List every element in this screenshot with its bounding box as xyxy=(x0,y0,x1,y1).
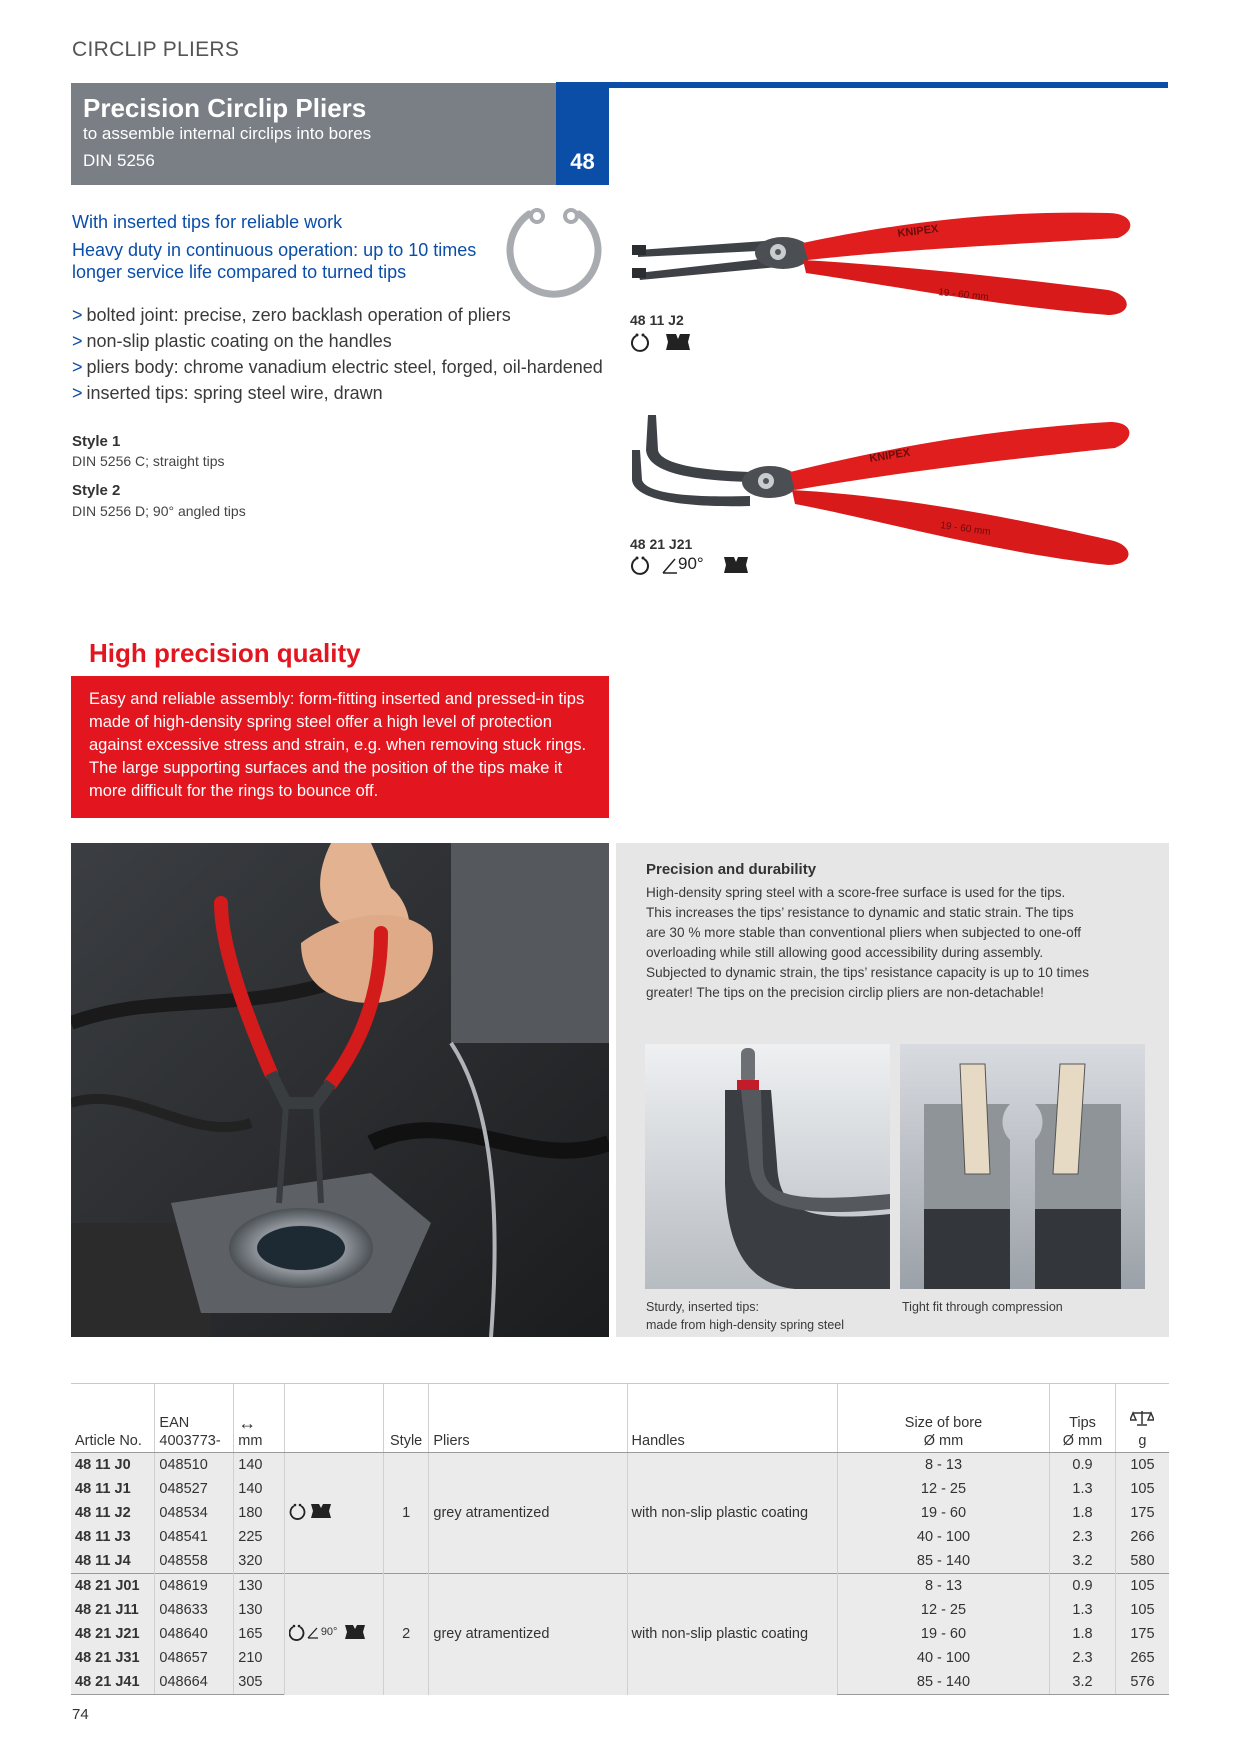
compression-fit-illustration xyxy=(900,1044,1145,1289)
col-pliers: Pliers xyxy=(429,1384,627,1453)
angle-label: 90° xyxy=(678,554,704,573)
table-row: 48 11 J1 048527 140 12 - 25 1.3 105 xyxy=(71,1477,1169,1501)
info-line: This increases the tips’ resistance to dynamic and static strain. The tips xyxy=(646,905,1074,920)
svg-text:KNIPEX: KNIPEX xyxy=(868,446,911,465)
col-handles: Handles xyxy=(627,1384,837,1453)
group-2-pliers: grey atramentized xyxy=(429,1574,627,1695)
group-1-style: 1 xyxy=(383,1453,428,1574)
table-row: 48 11 J3 048541 225 40 - 100 2.3 266 xyxy=(71,1525,1169,1549)
feature-list xyxy=(72,302,603,406)
table-row: 48 21 J01 048619 130 90° 2 grey atramentized with non-slip plastic coating 8 - 13 0.9 105 xyxy=(71,1574,1169,1599)
table-row: 48 11 J2 048534 180 19 - 60 1.8 175 xyxy=(71,1501,1169,1525)
internal-circlip-angled-icons xyxy=(630,553,780,577)
style-1-label: Style 1 xyxy=(72,433,121,450)
col-length: ↔ mm xyxy=(234,1384,285,1453)
angle-icon xyxy=(307,1624,319,1640)
product-subtitle: to assemble internal circlips into bores xyxy=(83,124,372,143)
page-number: 74 xyxy=(72,1706,89,1723)
col-style: Style xyxy=(383,1384,428,1453)
header-rule xyxy=(556,82,1168,88)
internal-circlip-icons xyxy=(630,331,710,353)
quality-line: made of high-density spring steel offer a high level of protection xyxy=(89,713,552,731)
table-row: 48 21 J11 048633 130 12 - 25 1.3 105 xyxy=(71,1598,1169,1622)
internal-circlip-icon xyxy=(289,1502,343,1520)
table-row: 48 21 J31 048657 210 40 - 100 2.3 265 xyxy=(71,1646,1169,1670)
straight-pliers-image xyxy=(628,205,1138,345)
scale-weight-icon xyxy=(1130,1409,1154,1427)
group-2-handles: with non-slip plastic coating xyxy=(627,1574,837,1695)
info-line: greater! The tips on the precision circlip pliers are non-detachable! xyxy=(646,985,1044,1000)
group-1-icons xyxy=(284,1453,383,1574)
product-norm: DIN 5256 xyxy=(83,151,155,170)
engine-photo xyxy=(71,843,609,1337)
group-number: 48 xyxy=(570,149,595,174)
group-1-handles: with non-slip plastic coating xyxy=(627,1453,837,1574)
title-banner xyxy=(71,83,556,185)
svg-text:KNIPEX: KNIPEX xyxy=(896,223,940,240)
style-2-label: Style 2 xyxy=(72,482,121,499)
col-article: Article No. xyxy=(71,1384,155,1453)
table-row: 48 11 J4 048558 320 85 - 140 3.2 580 xyxy=(71,1549,1169,1574)
specification-table xyxy=(71,1383,1169,1695)
highlight-3: longer service life compared to turned tips xyxy=(72,262,407,282)
info-line: overloading while still allowing good accessibility during assembly. xyxy=(646,945,1044,960)
table-row: 48 21 J21 048640 165 19 - 60 1.8 175 xyxy=(71,1622,1169,1646)
highlight-1: With inserted tips for reliable work xyxy=(72,212,343,232)
col-bore: Size of bore Ø mm xyxy=(837,1384,1049,1453)
svg-text:19 - 60 mm: 19 - 60 mm xyxy=(937,287,990,304)
group-number-box xyxy=(556,83,609,185)
col-weight: g xyxy=(1115,1384,1169,1453)
svg-text:19 - 60 mm: 19 - 60 mm xyxy=(939,520,992,539)
style-1-desc: DIN 5256 C; straight tips xyxy=(72,453,225,469)
feature-item: > pliers body: chrome vanadium electric steel, forged, oil-hardened xyxy=(72,357,603,377)
group-1-pliers: grey atramentized xyxy=(429,1453,627,1574)
table-header-row xyxy=(71,1384,1169,1453)
quality-box xyxy=(71,676,609,818)
col-tips: Tips Ø mm xyxy=(1050,1384,1116,1453)
product-2-article: 48 21 J21 xyxy=(630,536,693,552)
group-2-style: 2 xyxy=(383,1574,428,1695)
angle-label: 90° xyxy=(320,1626,338,1639)
internal-circlip-icon xyxy=(289,1623,305,1641)
highlight-2: Heavy duty in continuous operation: up to 10 times xyxy=(72,240,477,260)
feature-item: > bolted joint: precise, zero backlash operation of pliers xyxy=(72,305,511,325)
style-2-desc: DIN 5256 D; 90° angled tips xyxy=(72,503,246,519)
circlip-icon xyxy=(630,554,654,576)
col-ean: EAN 4003773- xyxy=(155,1384,234,1453)
product-title: Precision Circlip Pliers xyxy=(83,93,367,123)
info-panel xyxy=(616,843,1169,1337)
inserted-tip-illustration xyxy=(645,1044,890,1289)
circlip-ring-icon xyxy=(505,206,605,302)
table-row: 48 21 J41 048664 305 85 - 140 3.2 576 xyxy=(71,1670,1169,1695)
quality-line: The large supporting surfaces and the position of the tips make it xyxy=(89,759,563,777)
angle-icon xyxy=(662,554,678,576)
info-line: are 30 % more stable than conventional pliers when subjected to one-off xyxy=(646,925,1082,940)
quality-heading: High precision quality xyxy=(89,638,361,668)
product-1-article: 48 11 J2 xyxy=(630,312,684,328)
quality-line: more difficult for the rings to bounce off. xyxy=(89,782,379,800)
info-title: Precision and durability xyxy=(646,861,817,878)
col-icons xyxy=(284,1384,383,1453)
quality-line: Easy and reliable assembly: form-fitting inserted and pressed-in tips xyxy=(89,690,585,708)
length-arrow-icon: ↔ xyxy=(238,1413,257,1433)
tip-shape-icon xyxy=(343,1623,367,1641)
group-2-icons xyxy=(284,1574,383,1695)
tip-shape-icon xyxy=(722,554,750,576)
feature-item: > non-slip plastic coating on the handles xyxy=(72,331,392,351)
caption-inserted-tips: Sturdy, inserted tips: made from high-density spring steel xyxy=(646,1300,845,1332)
table-row: 48 11 J0 048510 140 1 grey atramentized with non-slip plastic coating 8 - 13 0.9 105 xyxy=(71,1453,1169,1478)
info-line: Subjected to dynamic strain, the tips’ resistance capacity is up to 10 times xyxy=(646,965,1090,980)
caption-compression: Tight fit through compression xyxy=(902,1300,1063,1314)
info-body xyxy=(646,883,1146,1003)
info-line: High-density spring steel with a score-free surface is used for the tips. xyxy=(646,885,1066,900)
quality-line: against excessive stress and strain, e.g. when removing stuck rings. xyxy=(89,736,587,754)
feature-item: > inserted tips: spring steel wire, drawn xyxy=(72,383,383,403)
section-title: CIRCLIP PLIERS xyxy=(72,38,240,61)
